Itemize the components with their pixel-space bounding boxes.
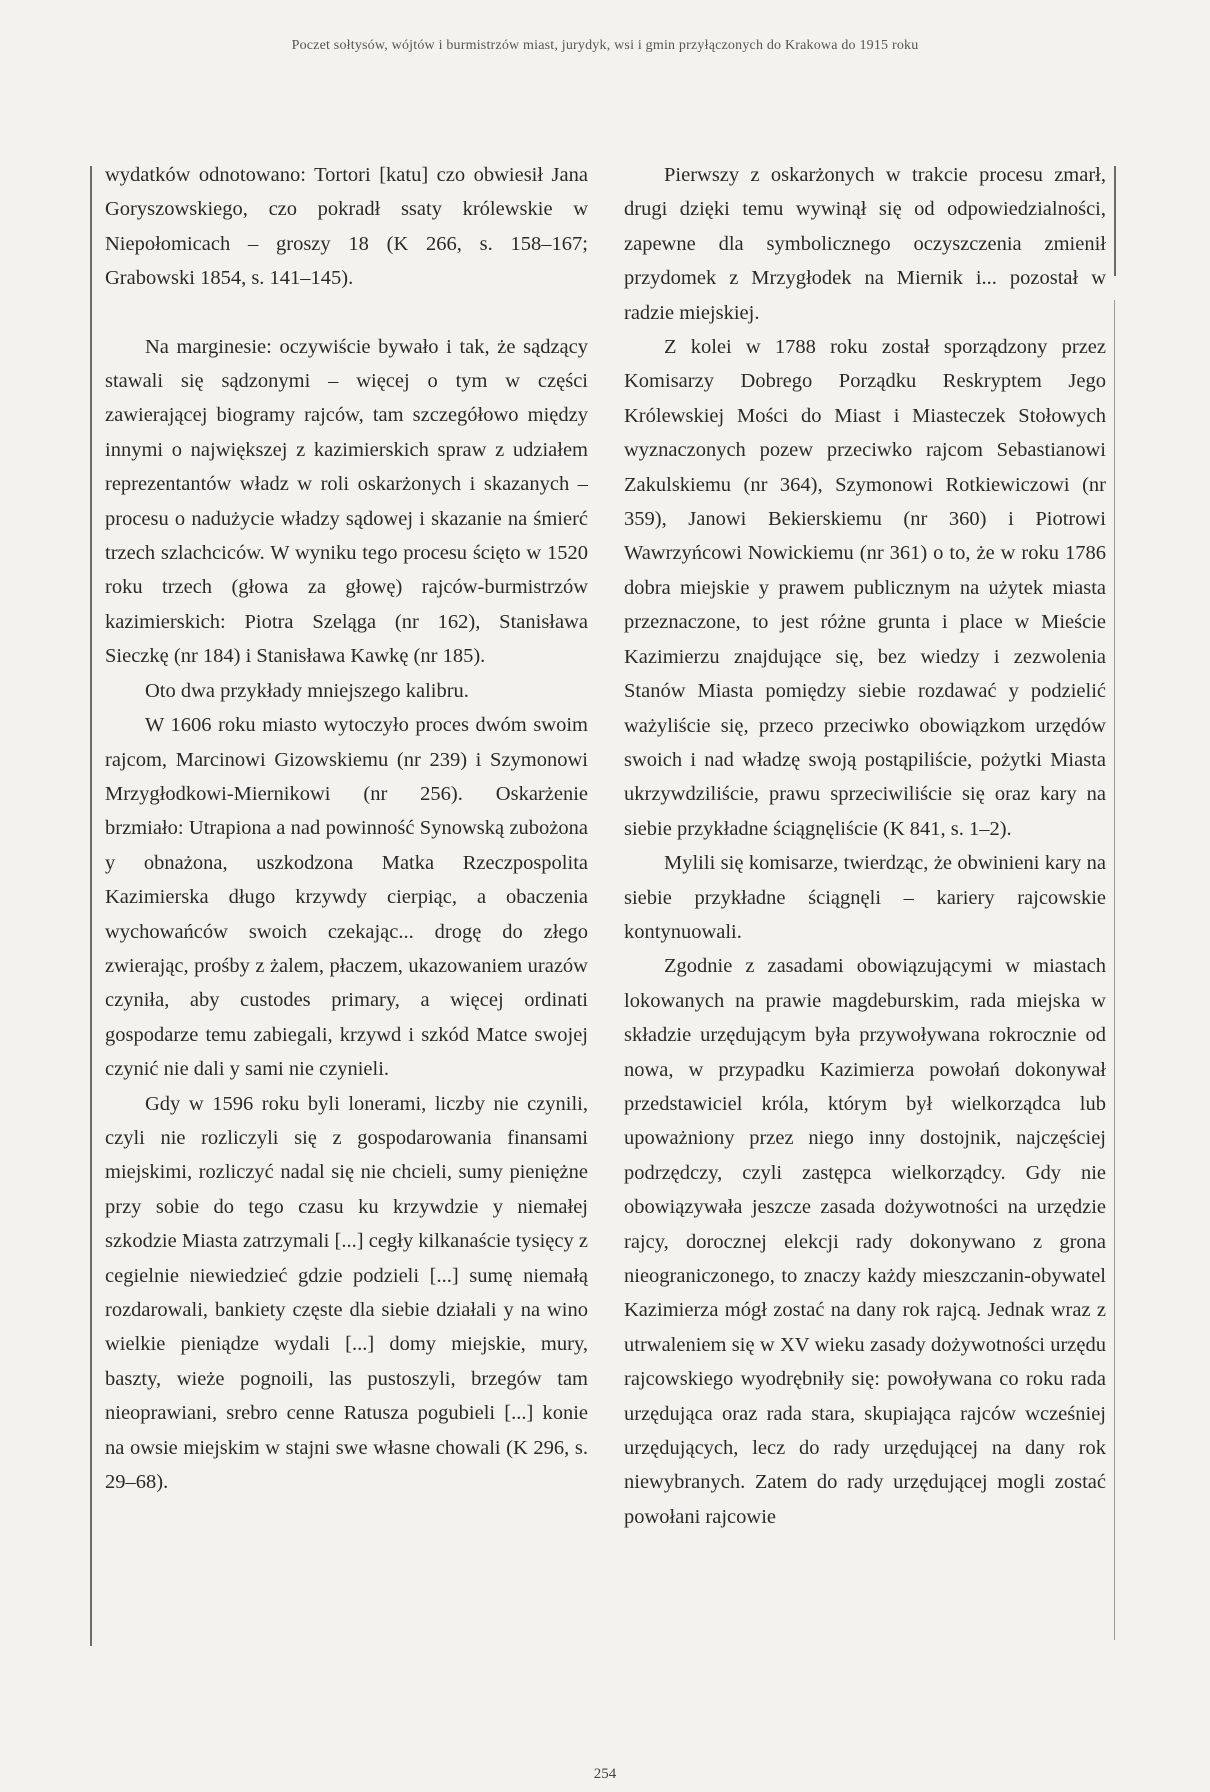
right-paragraph-4: Zgodnie z zasadami obowiązującymi w miastach lokowanych na prawie magdeburskim, rada miejska w składzie urzędującym była przywoływana rokrocznie od nowa, w przypadku Kazimierza powołań dokonywał przedstawiciel króla, którym był wielkorządca lub upoważniony przez niego inny dostojnik, najczęściej podrzędczy, czyli zastępca wielkorządcy. Gdy nie obowiązywała jeszcze zasada dożywotności na urzędzie rajcy, dorocznej elekcji rady dokonywano z grona nieograniczonego, to znaczy każdy mieszczanin-obywatel Kazimierza mógł zostać na dany rok rajcą. Jednak wraz z utrwaleniem się w XV wieku zasady dożywotności urzędu rajcowskiego wyodrębniły się: powoływana co roku rada urzędująca oraz rada stara, skupiająca rajców wcześniej urzędujących, lecz do rady urzędującej na dany rok niewybranych. Zatem do rady urzędującej mogli zostać powołani rajcowie [624, 955, 1106, 1528]
left-margin-rule [90, 166, 92, 1646]
left-paragraph-5: Gdy w 1596 roku byli lonerami, liczby nie czynili, czyli nie rozliczyli się z gospodarowania finansami miejskimi, rozliczyć nadal się nie chcieli, sumy pieniężne przy sobie do tego czasu ku krzywdzie y niemałej szkodzie Miasta zatrzymali [...] cegły kilkanaście tysięcy z cegielnie niewiedzieć gdzie podzieli [...] sumę niemałą rozdarowali, bankiety częste dla siebie działali y na wino wielkie pieniądze wydali [...] domy miejskie, mury, baszty, wieże pognoili, las pustoszyli, brzegów tam nieoprawiani, srebro cenne Ratusza pogubieli [...] konie na owsie miejskim w stajni swe własne chowali (K 296, s. 29–68). [105, 1092, 588, 1494]
page-number: 254 [593, 1766, 617, 1782]
left-paragraph-4: W 1606 roku miasto wytoczyło proces dwóm swoim rajcom, Marcinowi Gizowskiemu (nr 239) i Szymonowi Mrzygłodkowi-Miernikowi (nr 256). Oskarżenie brzmiało: Utrapiona a nad powinność Synowską zubożona y obnażona, uszkodzona Matka Rzeczpospolita Kazimierska długo krzywdy cierpiąc, a obaczenia wychowańców swoich czekając... drogę do złego zwierając, prośby z żalem, płaczem, ukazowaniem urazów czyniła, aby custodes primary, a więcej ordinati gospodarze temu zabiegali, krzywd i szkód Matce swojej czynić nie dali y sami nie czynieli. [105, 714, 588, 1081]
left-paragraph-1: wydatków odnotowano: Tortori [katu] czo obwiesił Jana Goryszowskiego, czo pokradł ssaty królewskie w Niepołomicach – groszy 18 (K 266, s. 158–167; Grabowski 1854, s. 141–145). [105, 164, 588, 290]
right-margin-rule [1114, 300, 1115, 1640]
right-margin-rule-top [1114, 166, 1116, 276]
right-column [624, 158, 1106, 1664]
left-column [105, 158, 588, 1664]
right-paragraph-2: Z kolei w 1788 roku został sporządzony przez Komisarzy Dobrego Porządku Reskryptem Jego Królewskiej Mości do Miast i Miasteczek Stołowych wyznaczonych pozew przeciwko rajcom Sebastianowi Zakulskiemu (nr 364), Szymonowi Rotkiewiczowi (nr 359), Janowi Bekierskiemu (nr 360) i Piotrowi Wawrzyńcowi Nowickiemu (nr 361) o to, że w roku 1786 dobra miejskie y prawem publicznym na użytek miasta przeznaczone, to jest różne grunta i place w Mieście Kazimierzu znajdujące się, bez wiedzy i zezwolenia Stanów Miasta pomiędzy siebie rozdawać y podzielić ważyliście się, przeco przeciwko obowiązkom urzędów swoich i nad władzę swoją postąpiliście, pożytki Miasta ukrzywdziliście, prawu sprzeciwiliście się oraz kary na siebie przykładne ściągnęliście (K 841, s. 1–2). [624, 336, 1106, 840]
left-paragraph-3: Oto dwa przykłady mniejszego kalibru. [145, 679, 469, 702]
running-header: Poczet sołtysów, wójtów i burmistrzów miast, jurydyk, wsi i gmin przyłączonych do Krakowa do 1915 roku [291, 38, 919, 53]
left-paragraph-2: Na marginesie: oczywiście bywało i tak, że sądzący stawali się sądzonymi – więcej o tym w części zawierającej biogramy rajców, tam szczegółowo między innymi o największej z kazimierskich spraw z udziałem reprezentantów władz w roli oskarżonych i skazanych – procesu o nadużycie władzy sądowej i skazanie na śmierć trzech szlachciców. W wyniku tego procesu ścięto w 1520 roku trzech (głowa za głowę) rajców-burmistrzów kazimierskich: Piotra Szeląga (nr 162), Stanisława Sieczkę (nr 184) i Stanisława Kawkę (nr 185). [105, 335, 588, 668]
right-paragraph-3: Mylili się komisarze, twierdząc, że obwinieni kary na siebie przykładne ściągnęli – kariery rajcowskie kontynuowali. [624, 852, 1106, 943]
right-paragraph-1: Pierwszy z oskarżonych w trakcie procesu zmarł, drugi dzięki temu wywinął się od odpowiedzialności, zapewne dla symbolicznego oczyszczenia zmienił przydomek z Mrzygłodek na Miernik i... pozostał w radzie miejskiej. [624, 164, 1106, 324]
